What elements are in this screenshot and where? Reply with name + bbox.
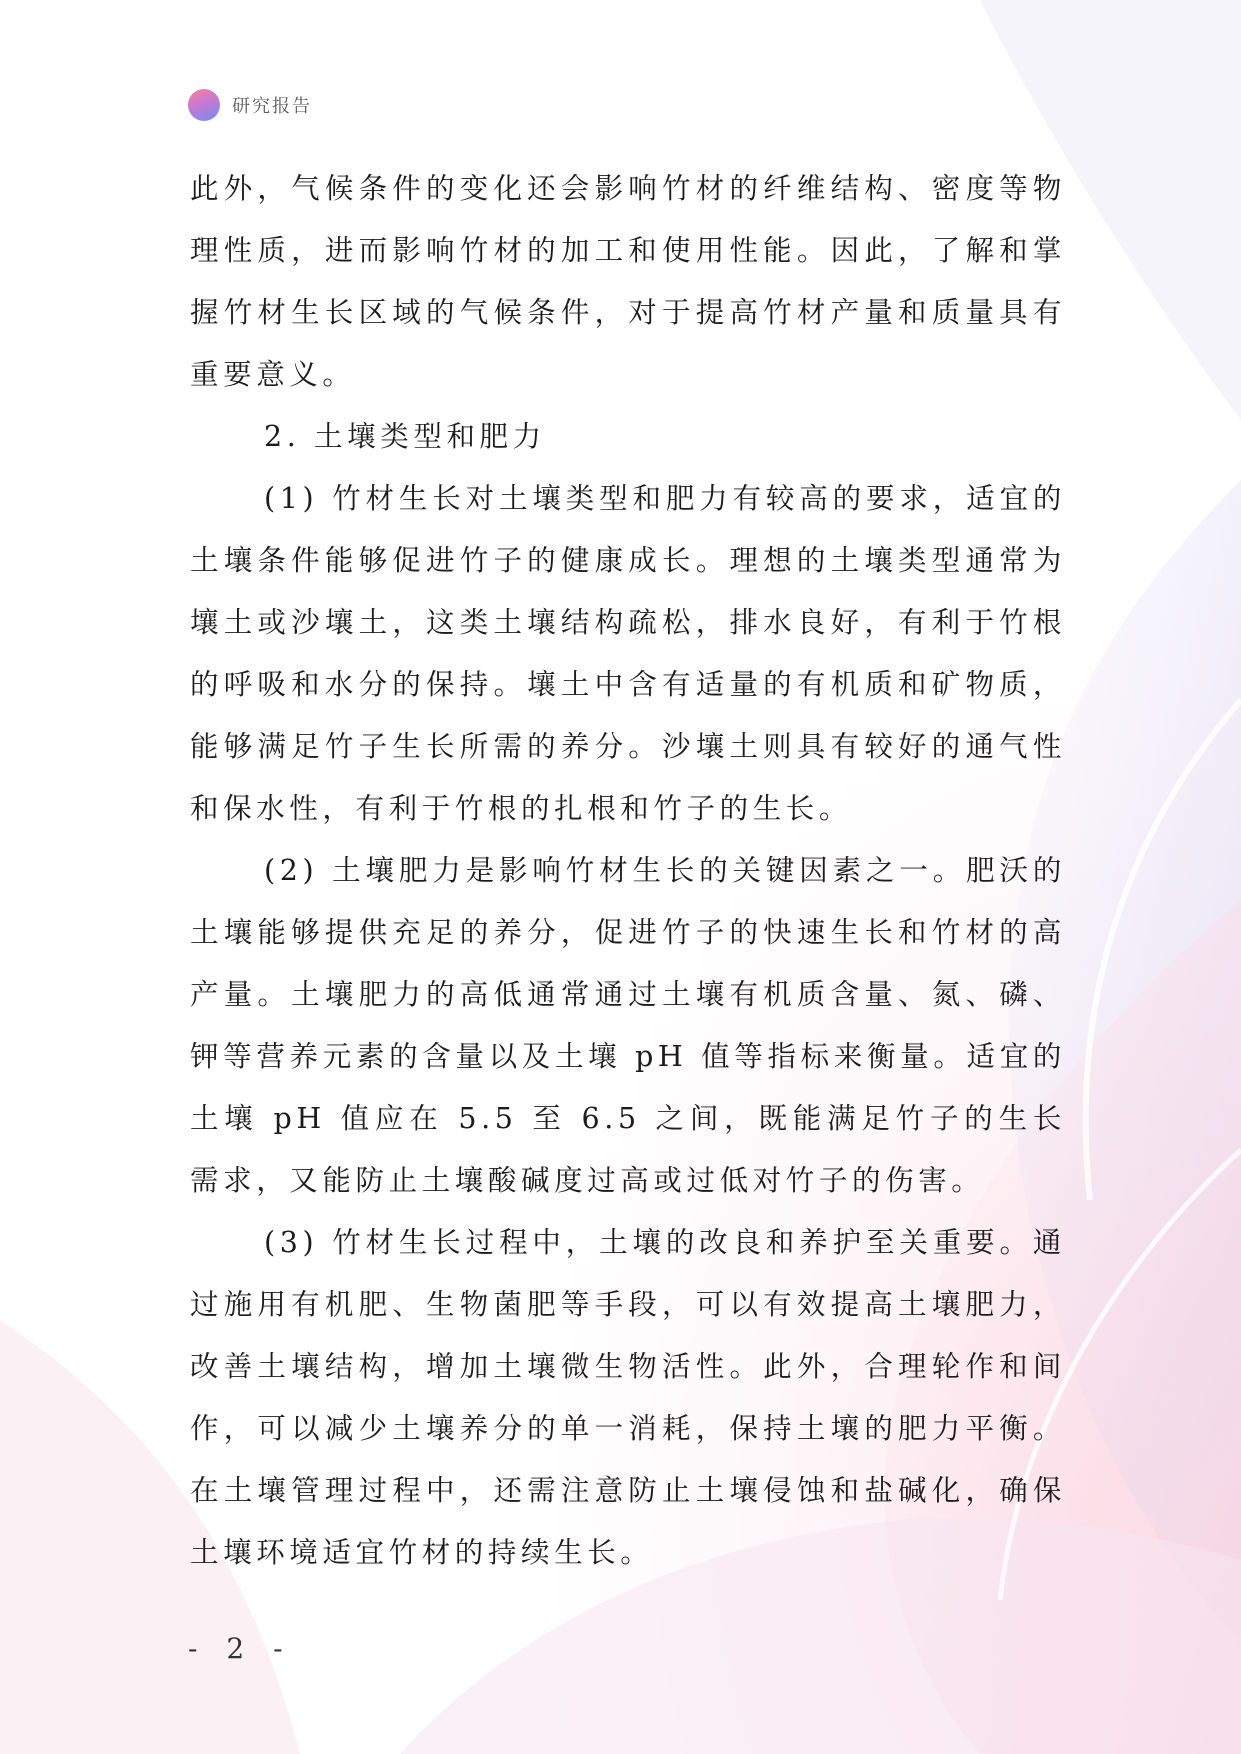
page-header xyxy=(188,88,312,122)
section-heading: 2. 土壤类型和肥力 xyxy=(264,420,546,453)
header-title: 研究报告 xyxy=(232,96,312,117)
logo-icon xyxy=(188,89,220,121)
page-number: - 2 - xyxy=(188,1632,293,1665)
paragraph-soil-improvement: (3) 竹材生长过程中，土壤的改良和养护至关重要。通过施用有机肥、生物菌肥等手段，可以有效提高土壤肥力，改善土壤结构，增加土壤微生物活性。此外，合理轮作和间作，可以减少土壤养分的单一消耗，保持土壤的肥力平衡。在土壤管理过程中，还需注意防止土壤侵蚀和盐碱化，确保土壤环境适宜竹材的持续生长。 xyxy=(190,1226,1066,1569)
document-body xyxy=(190,158,1066,1584)
paragraph-climate-conclusion: 此外，气候条件的变化还会影响竹材的纤维结构、密度等物理性质，进而影响竹材的加工和使用性能。因此，了解和掌握竹材生长区域的气候条件，对于提高竹材产量和质量具有重要意义。 xyxy=(190,172,1066,391)
paragraph-soil-type: (1) 竹材生长对土壤类型和肥力有较高的要求，适宜的土壤条件能够促进竹子的健康成长。理想的土壤类型通常为壤土或沙壤土，这类土壤结构疏松，排水良好，有利于竹根的呼吸和水分的保持。壤土中含有适量的有机质和矿物质，能够满足竹子生长所需的养分。沙壤土则具有较好的通气性和保水性，有利于竹根的扎根和竹子的生长。 xyxy=(190,482,1066,825)
paragraph-soil-fertility: (2) 土壤肥力是影响竹材生长的关键因素之一。肥沃的土壤能够提供充足的养分，促进竹子的快速生长和竹材的高产量。土壤肥力的高低通常通过土壤有机质含量、氮、磷、钾等营养元素的含量以及土壤 pH 值等指标来衡量。适宜的土壤 pH 值应在 5.5 至 6.5 之间，既能满足竹子的生长需求，又能防止土壤酸碱度过高或过低对竹子的伤害。 xyxy=(190,854,1066,1197)
